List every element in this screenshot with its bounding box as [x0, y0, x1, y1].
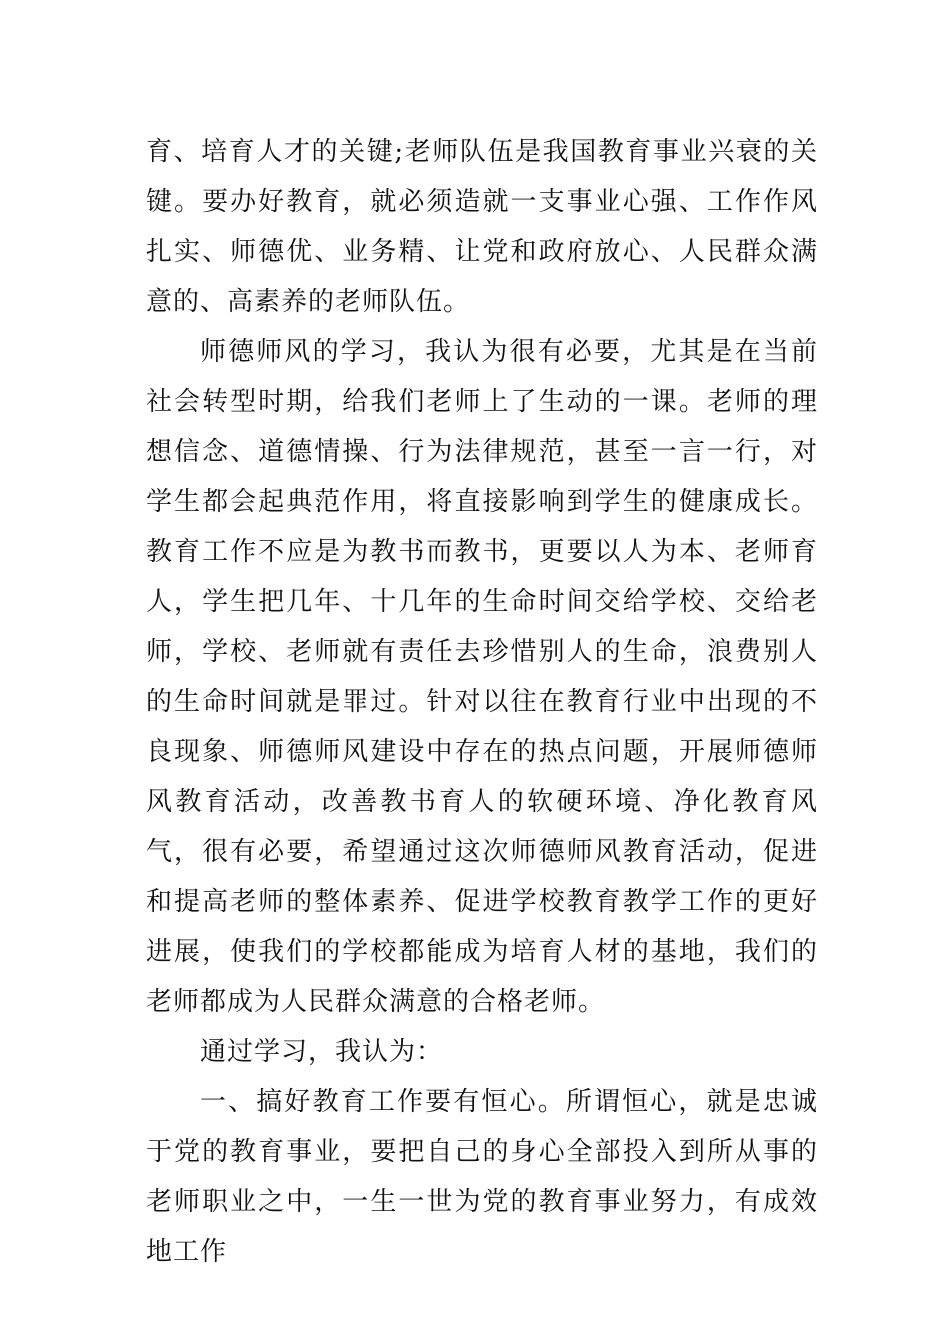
document-body: [146, 127, 818, 1277]
paragraph-4: 一、搞好教育工作要有恒心。所谓恒心，就是忠诚于党的教育事业，要把自己的身心全部投入到所从事的老师职业之中，一生一世为党的教育事业努力，有成效地工作: [146, 1087, 818, 1267]
paragraph-2: 师德师风的学习，我认为很有必要，尤其是在当前社会转型时期，给我们老师上了生动的一课。老师的理想信念、道德情操、行为法律规范，甚至一言一行，对学生都会起典范作用，将直接影响到学生的健康成长。教育工作不应是为教书而教书，更要以人为本、老师育人，学生把几年、十几年的生命时间交给学校、交给老师，学校、老师就有责任去珍惜别人的生命，浪费别人的生命时间就是罪过。针对以往在教育行业中出现的不良现象、师德师风建设中存在的热点问题，开展师德师风教育活动，改善教书育人的软硬环境、净化教育风气，很有必要，希望通过这次师德师风教育活动，促进和提高老师的整体素养、促进学校教育教学工作的更好进展，使我们的学校都能成为培育人材的基地，我们的老师都成为人民群众满意的合格老师。: [146, 337, 818, 1017]
paragraph-1: 育、培育人才的关键;老师队伍是我国教育事业兴衰的关键。要办好教育，就必须造就一支事业心强、工作作风扎实、师德优、业务精、让党和政府放心、人民群众满意的、高素养的老师队伍。: [146, 137, 818, 317]
paragraph-3: 通过学习，我认为：: [200, 1037, 444, 1067]
